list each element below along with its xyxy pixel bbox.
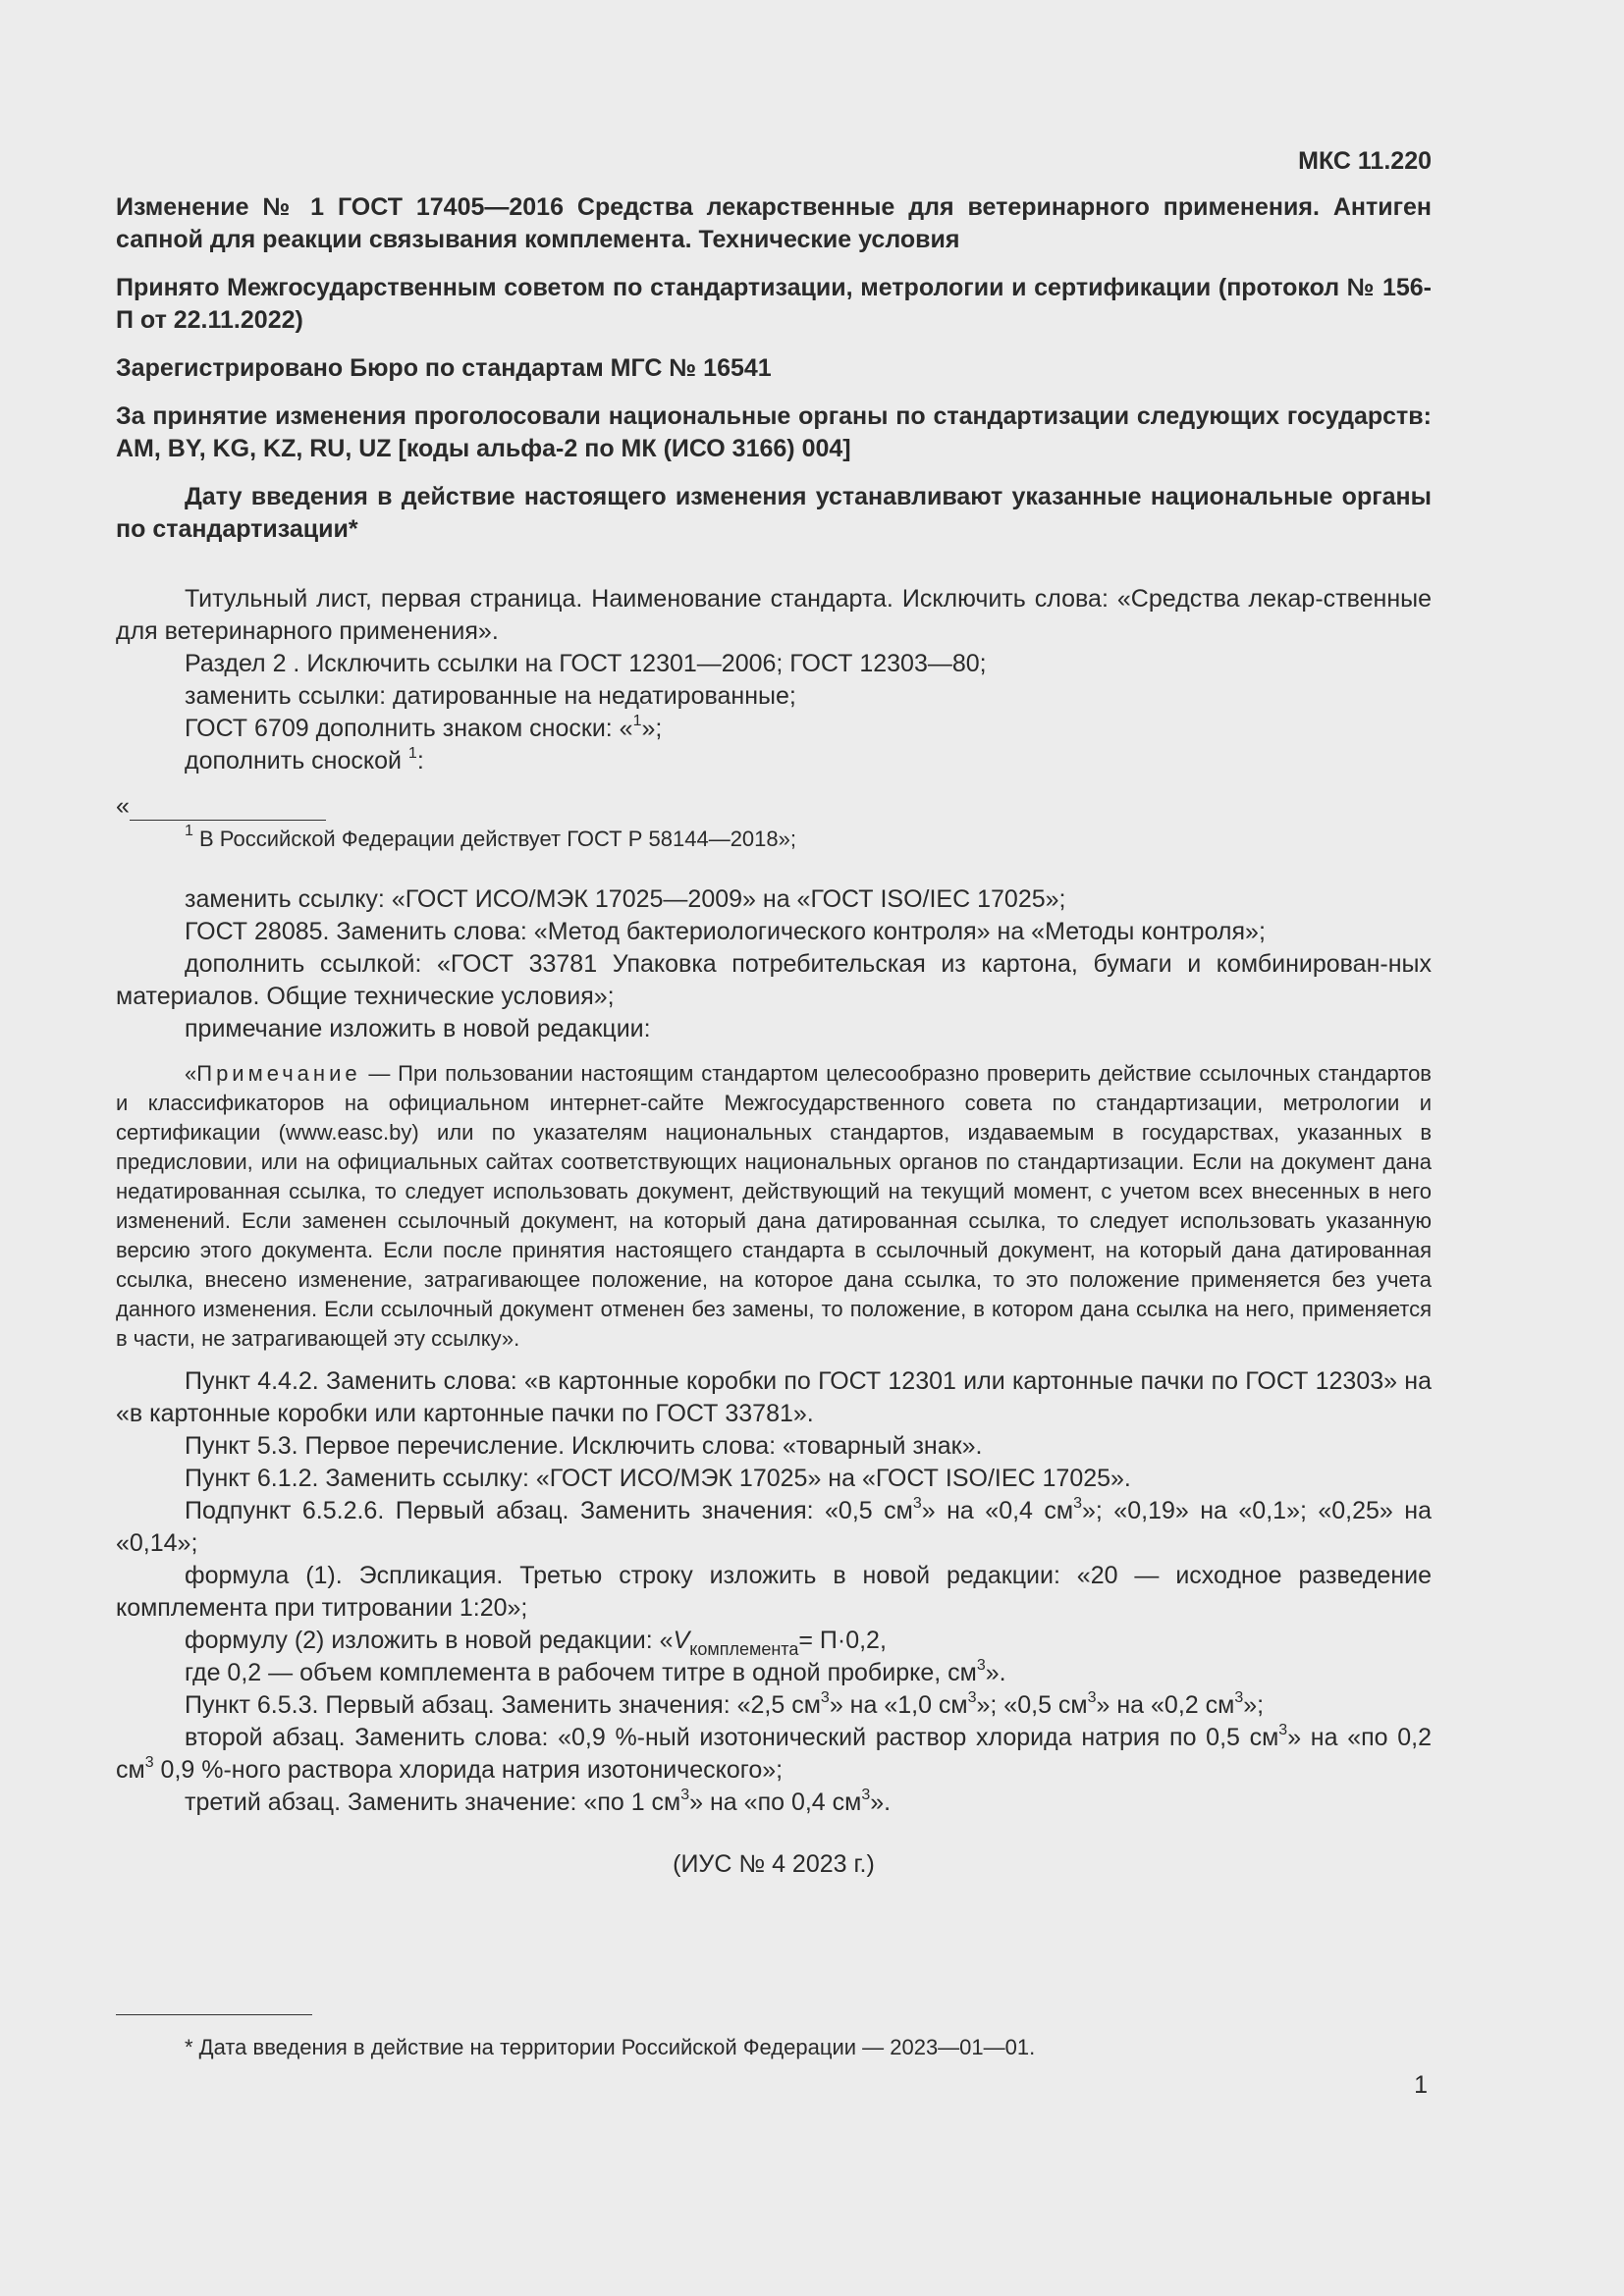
registered-statement: Зарегистрировано Бюро по стандартам МГС № 16541 bbox=[116, 354, 772, 382]
inserted-footnote: $^1$ В Российской Федерации действует ГОСТ Р 58144—2018»; bbox=[185, 823, 796, 851]
paragraph: ГОСТ 6709 дополнить знаком сноски: «$^1$»; bbox=[185, 713, 663, 742]
mks-code: МКС 11.220 bbox=[1298, 147, 1432, 175]
paragraph: Пункт 4.4.2. Заменить слова: «в картонные коробки по ГОСТ 12301 или картонные пачки по ГОСТ 12303» на «в картонные коробки или картонные пачки по ГОСТ 33781». bbox=[116, 1367, 1432, 1427]
footnote-text: * Дата введения в действие на территории Российской Федерации — 2023—01—01. bbox=[185, 2035, 1036, 2059]
paragraph: третий абзац. Заменить значение: «по 1 $см^3$» на «по 0,4 $см^3$». bbox=[185, 1787, 892, 1816]
paragraph: Пункт 6.1.2. Заменить ссылку: «ГОСТ ИСО/МЭК 17025» на «ГОСТ ISO/IEC 17025». bbox=[185, 1465, 1131, 1492]
effective-date-statement: Дату введения в действие настоящего изменения устанавливают указанные национальные органы по стандартизации* bbox=[116, 483, 1432, 543]
note-block: «Примечание — При пользовании настоящим стандартом целесообразно проверить действие ссылочных стандартов и классификаторов на официальном интернет-сайте Межгосударственного совета по стандартизации, метрологии и сертификации (www.easc.by) или по указателям национальных стандартов, издаваемым в государствах, указанных в предисловии, или на официальных сайтах соответствующих национальных органов по стандартизации. Если на документ дана недатированная ссылка, то следует использовать документ, действующий на текущий момент, с учетом всех внесенных в него изменений. Если заменен ссылочный документ, на который дана датированная ссылка, то следует использовать указанную версию этого документа. Если после принятия настоящего стандарта в ссылочный документ, на который дана датированная ссылка, внесено изменение, затрагивающее положение, на которое дана ссылка, то это положение применяется без учета данного изменения. Если ссылочный документ отменен без замены, то положение, в котором дана ссылка на него, применяется в части, не затрагивающей эту ссылку». bbox=[116, 1061, 1432, 1351]
page-footnote bbox=[116, 2014, 1432, 2062]
paragraph: Титульный лист, первая страница. Наименование стандарта. Исключить слова: «Средства лекар-ственные для ветеринарного применения». bbox=[116, 585, 1432, 645]
paragraph: Пункт 5.3. Первое перечисление. Исключить слова: «товарный знак». bbox=[185, 1432, 983, 1460]
ius-reference: (ИУС № 4 2023 г.) bbox=[673, 1850, 875, 1878]
paragraph: формула (1). Эспликация. Третью строку изложить в новой редакции: «20 — исходное разведение комплемента при титровании 1:20»; bbox=[116, 1562, 1432, 1622]
footnote-rule bbox=[116, 2014, 312, 2015]
change-title: Изменение № 1 ГОСТ 17405—2016 Средства лекарственные для ветеринарного применения. Антиген сапной для реакции связывания комплемента. Технические условия bbox=[116, 193, 1432, 253]
paragraph: примечание изложить в новой редакции: bbox=[185, 1015, 651, 1042]
paragraph: дополнить сноской $^1$: bbox=[185, 745, 424, 774]
voted-statement: За принятие изменения проголосовали национальные органы по стандартизации следующих государств: AM, BY, KG, KZ, RU, UZ [коды альфа-2 по МК (ИСО 3166) 004] bbox=[116, 402, 1432, 462]
paragraph: Пункт 6.5.3. Первый абзац. Заменить значения: «2,5 $см^3$» на «1,0 $см^3$»; «0,5 $см^3$» на «0,2 $см^3$»; bbox=[185, 1689, 1265, 1719]
document-content bbox=[116, 147, 1432, 1881]
paragraph: заменить ссылки: датированные на недатированные; bbox=[185, 682, 796, 710]
paragraph: Раздел 2 . Исключить ссылки на ГОСТ 12301—2006; ГОСТ 12303—80; bbox=[185, 650, 987, 677]
note-label: Примечание bbox=[196, 1061, 361, 1086]
inserted-footnote-rule: « bbox=[116, 799, 1432, 821]
paragraph: заменить ссылку: «ГОСТ ИСО/МЭК 17025—2009» на «ГОСТ ISO/IEC 17025»; bbox=[185, 885, 1066, 913]
paragraph: ГОСТ 28085. Заменить слова: «Метод бактериологического контроля» на «Методы контроля»; bbox=[185, 918, 1266, 945]
formula-line: формулу (2) изложить в новой редакции: «$V_{комплемента}= П\cdot 0,2$, bbox=[185, 1627, 887, 1659]
paragraph: где 0,2 — объем комплемента в рабочем титре в одной пробирке, $см^3$». bbox=[185, 1657, 1006, 1686]
paragraph: Подпункт 6.5.2.6. Первый абзац. Заменить значения: «0,5 $см^3$» на «0,4 $см^3$»; «0,19» на «0,1»; «0,25» на «0,14»; bbox=[116, 1495, 1433, 1557]
paragraph: второй абзац. Заменить слова: «0,9 %-ный изотонический раствор хлорида натрия по 0,5 $см^3$» на «по 0,2 $см^3$ 0,9 %-ного раствора хлорида натрия изотонического»; bbox=[116, 1722, 1432, 1784]
accepted-statement: Принято Межгосударственным советом по стандартизации, метрологии и сертификации (протокол № 156-П от 22.11.2022) bbox=[116, 274, 1432, 334]
page-number: 1 bbox=[1414, 2071, 1428, 2099]
paragraph: дополнить ссылкой: «ГОСТ 33781 Упаковка потребительская из картона, бумаги и комбинирован-ных материалов. Общие технические условия»; bbox=[116, 950, 1432, 1010]
